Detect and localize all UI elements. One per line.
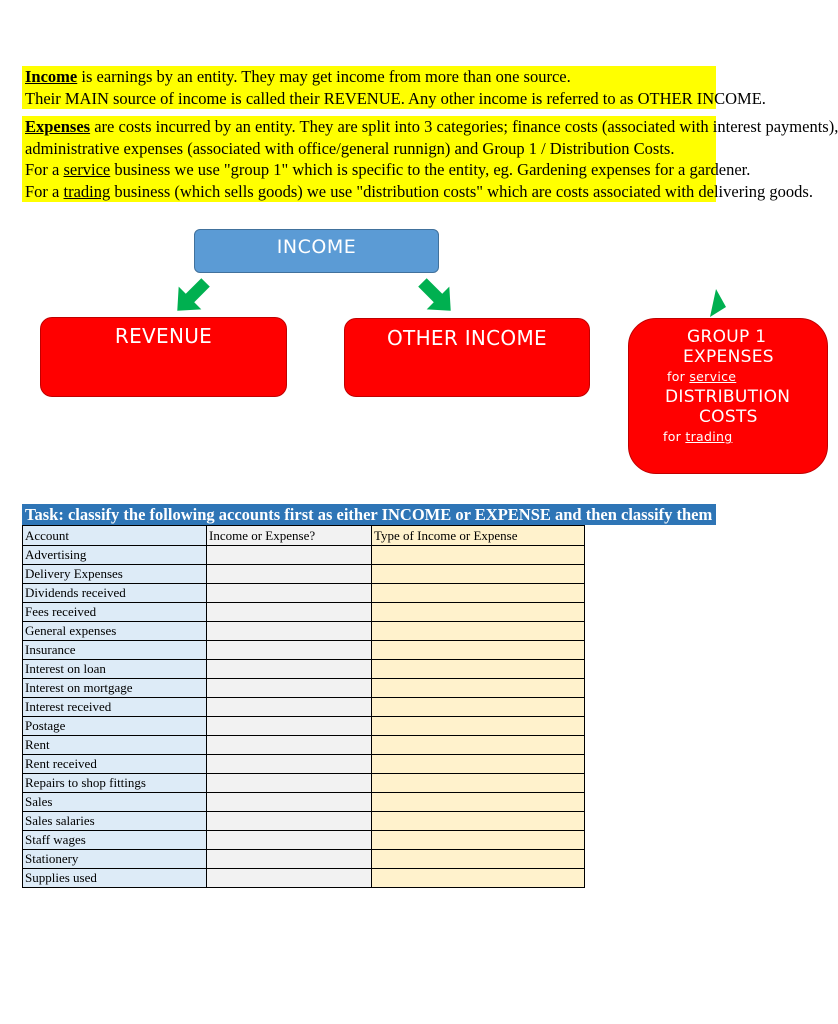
table-row: [23, 603, 585, 622]
type-cell[interactable]: [372, 546, 585, 565]
account-cell[interactable]: Interest received: [23, 698, 207, 717]
revenue-box[interactable]: REVENUE: [40, 317, 287, 397]
account-cell[interactable]: Delivery Expenses: [23, 565, 207, 584]
account-cell[interactable]: Sales: [23, 793, 207, 812]
income-or-expense-cell[interactable]: [207, 793, 372, 812]
table-row: [23, 641, 585, 660]
account-cell[interactable]: Supplies used: [23, 869, 207, 888]
table-row: [23, 660, 585, 679]
income-box[interactable]: INCOME: [194, 229, 439, 273]
type-cell[interactable]: [372, 812, 585, 831]
income-or-expense-cell[interactable]: [207, 565, 372, 584]
income-or-expense-cell[interactable]: [207, 679, 372, 698]
account-cell[interactable]: Rent: [23, 736, 207, 755]
income-or-expense-cell[interactable]: [207, 698, 372, 717]
income-line-2: Their MAIN source of income is called their REVENUE. Any other income is referred to as OTHER INCOME.: [25, 88, 766, 108]
header-type: Type of Income or Expense: [372, 526, 585, 546]
type-cell[interactable]: [372, 565, 585, 584]
type-cell[interactable]: [372, 641, 585, 660]
table-row: [23, 565, 585, 584]
expenses-line-3: For a service business we use "group 1" which is specific to the entity, eg. Gardening expenses for a gardener.: [25, 160, 751, 179]
group-for-service: for service: [667, 369, 737, 384]
income-or-expense-cell[interactable]: [207, 584, 372, 603]
group-label-line1: GROUP 1: [687, 327, 767, 347]
group-label-line4: COSTS: [699, 407, 758, 427]
type-cell[interactable]: [372, 679, 585, 698]
header-account: Account: [23, 526, 207, 546]
table-header-row: [23, 526, 585, 546]
account-cell[interactable]: Dividends received: [23, 584, 207, 603]
account-cell[interactable]: Sales salaries: [23, 812, 207, 831]
table-row: [23, 869, 585, 888]
group-label-line3: DISTRIBUTION: [665, 387, 791, 407]
classification-table: [22, 525, 585, 888]
income-or-expense-cell[interactable]: [207, 831, 372, 850]
account-cell[interactable]: Stationery: [23, 850, 207, 869]
table-row: [23, 622, 585, 641]
type-cell[interactable]: [372, 717, 585, 736]
type-cell[interactable]: [372, 660, 585, 679]
group-1-box[interactable]: [628, 318, 828, 474]
type-cell[interactable]: [372, 850, 585, 869]
type-cell[interactable]: [372, 736, 585, 755]
table-row: [23, 546, 585, 565]
account-cell[interactable]: Interest on loan: [23, 660, 207, 679]
type-cell[interactable]: [372, 603, 585, 622]
table-row: [23, 736, 585, 755]
arrow-left-icon: [166, 271, 217, 322]
table-row: [23, 698, 585, 717]
income-or-expense-cell[interactable]: [207, 717, 372, 736]
account-cell[interactable]: Insurance: [23, 641, 207, 660]
group-label-line2: EXPENSES: [683, 347, 774, 367]
account-cell[interactable]: Rent received: [23, 755, 207, 774]
type-cell[interactable]: [372, 698, 585, 717]
type-cell[interactable]: [372, 755, 585, 774]
income-or-expense-cell[interactable]: [207, 850, 372, 869]
table-row: [23, 812, 585, 831]
type-cell[interactable]: [372, 831, 585, 850]
income-or-expense-cell[interactable]: [207, 736, 372, 755]
arrow-right-icon: [411, 271, 462, 322]
header-income-or-expense: Income or Expense?: [207, 526, 372, 546]
table-row: [23, 679, 585, 698]
income-or-expense-cell[interactable]: [207, 755, 372, 774]
table-row: [23, 584, 585, 603]
type-cell[interactable]: [372, 793, 585, 812]
table-row: [23, 793, 585, 812]
group-for-trading: for trading: [663, 429, 733, 444]
table-row: [23, 850, 585, 869]
income-or-expense-cell[interactable]: [207, 641, 372, 660]
income-or-expense-cell[interactable]: [207, 622, 372, 641]
income-or-expense-cell[interactable]: [207, 660, 372, 679]
expenses-line-1: Expenses are costs incurred by an entity. They are split into 3 categories; finance costs (associated with interest payments),: [25, 117, 838, 136]
table-row: [23, 831, 585, 850]
income-or-expense-cell[interactable]: [207, 546, 372, 565]
account-cell[interactable]: Advertising: [23, 546, 207, 565]
expenses-line-2: administrative expenses (associated with office/general runnign) and Group 1 / Distribution Costs.: [25, 138, 675, 158]
income-or-expense-cell[interactable]: [207, 603, 372, 622]
account-cell[interactable]: Postage: [23, 717, 207, 736]
type-cell[interactable]: [372, 584, 585, 603]
table-row: [23, 717, 585, 736]
table-row: [23, 774, 585, 793]
account-cell[interactable]: Fees received: [23, 603, 207, 622]
expenses-line-4: For a trading business (which sells goods) we use "distribution costs" which are costs associated with delivering goods.: [25, 181, 813, 201]
task-heading: Task: classify the following accounts first as either INCOME or EXPENSE and then classify them further: [22, 504, 716, 525]
income-or-expense-cell[interactable]: [207, 774, 372, 793]
income-or-expense-cell[interactable]: [207, 812, 372, 831]
type-cell[interactable]: [372, 774, 585, 793]
type-cell[interactable]: [372, 622, 585, 641]
other-income-box[interactable]: OTHER INCOME: [344, 318, 590, 397]
account-cell[interactable]: Staff wages: [23, 831, 207, 850]
income-or-expense-cell[interactable]: [207, 869, 372, 888]
type-cell[interactable]: [372, 869, 585, 888]
account-cell[interactable]: Repairs to shop fittings: [23, 774, 207, 793]
table-row: [23, 755, 585, 774]
account-cell[interactable]: Interest on mortgage: [23, 679, 207, 698]
arrow-up-icon: [710, 289, 726, 317]
income-line-1: Income is earnings by an entity. They may get income from more than one source.: [25, 67, 571, 86]
account-cell[interactable]: General expenses: [23, 622, 207, 641]
